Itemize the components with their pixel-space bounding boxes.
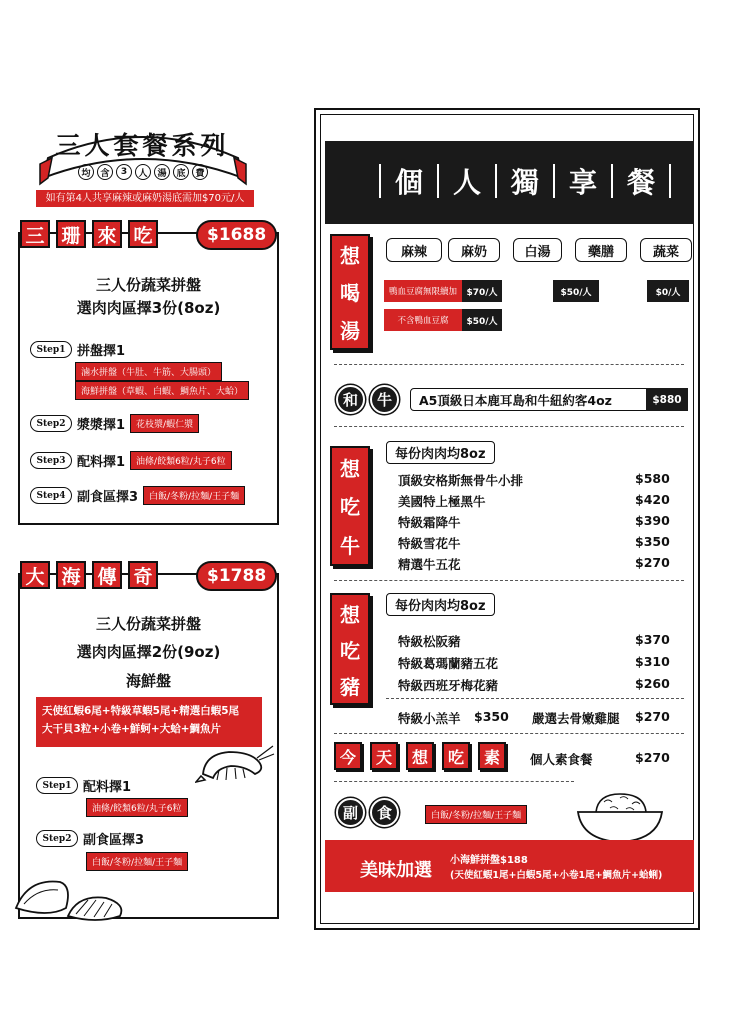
addon-title: 美味加選: [360, 860, 432, 881]
set-a-step1-tag1: 滷水拼盤（牛肚、牛筋、大腸頭）: [75, 362, 222, 381]
set-b-price: $1788: [196, 561, 277, 591]
set-a-step4: Step4 副食區擇3 白飯/冬粉/拉麵/王子麵: [30, 486, 245, 505]
set-b-step1: Step1 配料擇1: [36, 776, 131, 795]
beef-price-4: $350: [635, 534, 670, 549]
extra-person-note: 如有第4人共享麻辣或麻奶湯底需加$70元/人: [36, 190, 254, 207]
personal-title: 個 人 獨 享 餐: [365, 161, 685, 201]
set-b-line3: 海鮮盤: [125, 672, 171, 690]
addon-line2: (天使紅蝦1尾+白蝦5尾+小卷1尾+鯛魚片+蛤蜊): [450, 870, 663, 881]
set-a-price: $1688: [196, 220, 277, 250]
chicken-price: $270: [635, 709, 670, 724]
set-a-line1: 三人份蔬菜拼盤: [95, 276, 201, 294]
divider: [334, 364, 684, 365]
set-a-step1-tag2: 海鮮拼盤（草蝦、白蝦、鯛魚片、大蛤）: [75, 381, 249, 400]
soup-option-vegetable: 蔬菜: [640, 238, 692, 262]
beef-item-2: 美國特上極黑牛: [398, 494, 486, 509]
clam-icon: [8, 872, 128, 924]
lamb-item: 特級小羔羊: [398, 711, 461, 726]
lamb-price: $350: [474, 709, 509, 724]
shrimp-icon: [195, 742, 275, 786]
beef-portion: 每份肉肉均8oz: [386, 441, 495, 464]
side-label-1: 副: [336, 798, 365, 827]
pork-item-2: 特級葛瑪蘭豬五花: [398, 656, 499, 671]
pork-price-2: $310: [635, 654, 670, 669]
set-b-line2: 選肉肉區擇2份(9oz): [76, 643, 221, 661]
soup-label: 想 喝 湯: [330, 234, 370, 350]
divider: [334, 733, 684, 734]
seafood-platter: 天使紅蝦6尾+特級草蝦5尾+精選白蝦5尾 大干貝3粒+小卷+鮮蚵+大蛤+鯛魚片: [36, 697, 262, 747]
set-b-step2-tag: 白飯/冬粉/拉麵/王子麵: [86, 852, 188, 871]
set-a-step3: Step3 配料擇1 油條/餃類6粒/丸子6粒: [30, 451, 232, 470]
set-a-step1: Step1 拼盤擇1: [30, 340, 125, 359]
soup-tag-refill-label: 鴨血豆腐無限續加: [384, 280, 462, 302]
chicken-item: 嚴選去骨嫩雞腿: [532, 711, 620, 726]
divider: [334, 426, 684, 427]
pork-item-3: 特級西班牙梅花豬: [398, 678, 499, 693]
soup-option-herbal: 藥膳: [575, 238, 627, 262]
pork-item-1: 特級松阪豬: [398, 634, 461, 649]
soup-tag-refill-price: $70/人: [462, 280, 502, 302]
wagyu-price: $880: [646, 388, 688, 411]
beef-label: 想 吃 牛: [330, 446, 370, 566]
divider: [334, 580, 684, 581]
set-b-step2: Step2 副食區擇3: [36, 829, 144, 848]
divider: [386, 698, 684, 699]
set-b-name: 大 海 傳 奇: [20, 561, 158, 589]
soup-price-veg: $0/人: [647, 280, 689, 302]
beef-item-4: 特級雪花牛: [398, 536, 461, 551]
beef-price-3: $390: [635, 513, 670, 528]
pork-portion: 每份肉肉均8oz: [386, 593, 495, 616]
wagyu-label-1: 和: [336, 385, 365, 414]
wagyu-item: A5頂級日本鹿耳島和牛紐約客4oz: [410, 388, 688, 411]
beef-price-5: $270: [635, 555, 670, 570]
addon-line1: 小海鮮拼盤$188: [450, 855, 528, 866]
soup-option-spicy: 麻辣: [386, 238, 442, 262]
side-label-2: 食: [370, 798, 399, 827]
set-series-title: 三人套餐系列: [55, 131, 230, 160]
set-b-line1: 三人份蔬菜拼盤: [95, 615, 201, 633]
soup-option-spicy-milk: 麻奶: [448, 238, 500, 262]
veg-price: $270: [635, 750, 670, 765]
soup-option-white: 白湯: [513, 238, 562, 262]
set-b-step1-tag: 油條/餃類6粒/丸子6粒: [86, 798, 188, 817]
side-tag: 白飯/冬粉/拉麵/王子麵: [425, 805, 527, 824]
set-a-step2: Step2 漿漿擇1 花枝漿/蝦仁漿: [30, 414, 199, 433]
beef-item-5: 精選牛五花: [398, 557, 461, 572]
soup-tag-no-tofu-price: $50/人: [462, 309, 502, 331]
divider: [334, 781, 574, 782]
pork-label: 想 吃 豬: [330, 593, 370, 705]
wagyu-label-2: 牛: [370, 385, 399, 414]
veg-item: 個人素食餐: [530, 752, 593, 767]
soup-tag-no-tofu-label: 不含鴨血豆腐: [384, 309, 462, 331]
pork-price-1: $370: [635, 632, 670, 647]
set-series-subtitle: 均 含 3 人 湯 底 費: [78, 162, 208, 182]
soup-price-mid: $50/人: [553, 280, 599, 302]
veg-label: 今 天 想 吃 素: [334, 742, 506, 770]
beef-item-3: 特級霜降牛: [398, 515, 461, 530]
beef-price-2: $420: [635, 492, 670, 507]
pork-price-3: $260: [635, 676, 670, 691]
set-a-name: 三 珊 來 吃: [20, 220, 158, 248]
beef-item-1: 頂級安格斯無骨牛小排: [398, 473, 524, 488]
set-a-line2: 選肉肉區擇3份(8oz): [76, 299, 221, 317]
beef-price-1: $580: [635, 471, 670, 486]
